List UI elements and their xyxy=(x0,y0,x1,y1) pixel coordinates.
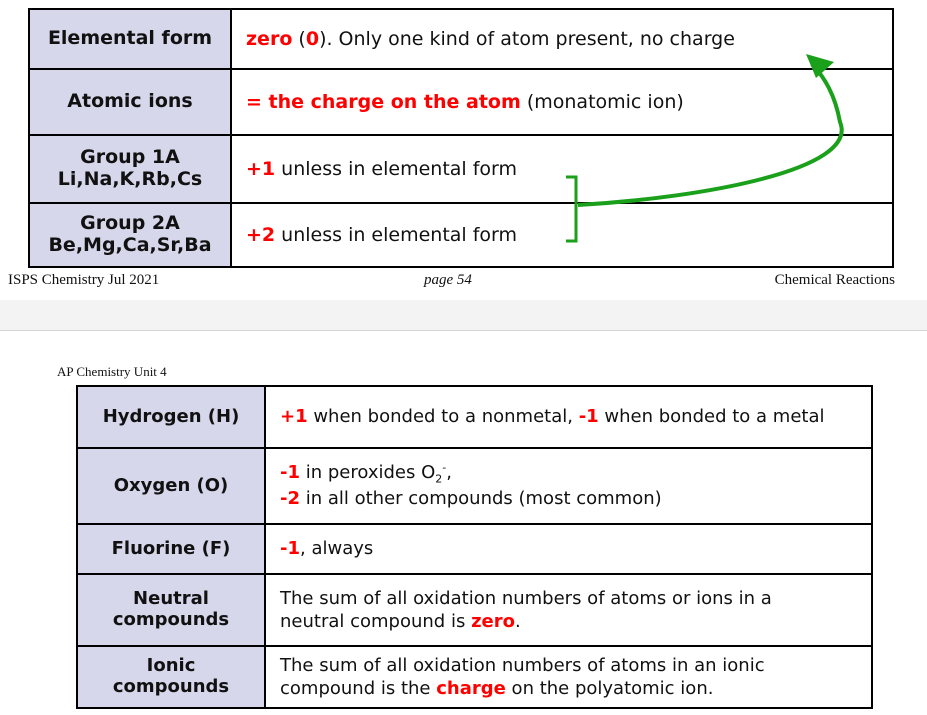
red-text: +1 xyxy=(246,158,276,180)
label-line: Be,Mg,Ca,Sr,Ba xyxy=(48,234,212,256)
row-text-part: unless in elemental form xyxy=(275,158,518,180)
page-header: AP Chemistry Unit 4 xyxy=(57,364,167,379)
row-label xyxy=(77,646,265,708)
label-line: Group 2A xyxy=(80,212,180,235)
row-label: Fluorine (F) xyxy=(77,524,265,574)
row-label: Oxygen (O) xyxy=(77,448,265,524)
footer-right: Chemical Reactions xyxy=(774,272,895,288)
red-text: charge xyxy=(436,678,506,699)
row-text-part: compound is the xyxy=(280,678,437,699)
label-line: compounds xyxy=(112,676,230,697)
label-line: Ionic xyxy=(146,655,196,677)
row-text-part: . xyxy=(515,611,521,632)
row-text-part: ( xyxy=(292,28,306,50)
label-line: Group 1A xyxy=(80,146,180,169)
text-line xyxy=(280,487,870,510)
row-text xyxy=(265,386,872,448)
text-line xyxy=(280,677,870,700)
row-text xyxy=(265,574,872,646)
table-row xyxy=(77,646,872,708)
text-line: The sum of all oxidation numbers of atoms or ions in a xyxy=(280,587,772,609)
text-line xyxy=(280,461,870,487)
red-text: -1 xyxy=(578,406,599,428)
green-bracket-arrow xyxy=(0,0,927,300)
red-text: -2 xyxy=(280,488,300,510)
oxidation-rules-table-bottom xyxy=(76,385,873,709)
table-row xyxy=(77,386,872,448)
row-label xyxy=(77,574,265,646)
row-text-part: when bonded to a metal xyxy=(598,406,825,428)
row-text-part: in peroxides O xyxy=(300,462,436,484)
row-text-part: neutral compound is xyxy=(280,611,472,632)
red-text: = the charge on the atom xyxy=(246,91,521,113)
row-label: Atomic ions xyxy=(29,69,231,135)
row-text xyxy=(265,448,872,524)
row-text-part: (monatomic ion) xyxy=(520,91,684,113)
table-row xyxy=(77,448,872,524)
row-text xyxy=(265,524,872,574)
red-text: -1 xyxy=(280,538,300,560)
subscript: 2 xyxy=(435,472,443,486)
bracket-line xyxy=(566,177,576,241)
row-text-part: on the polyatomic ion. xyxy=(505,678,714,699)
red-text: 0 xyxy=(305,28,320,50)
page-54 xyxy=(0,0,927,300)
red-text: zero xyxy=(471,611,515,632)
footer-page-number: page 54 xyxy=(424,272,472,288)
red-text: +1 xyxy=(280,406,308,428)
red-text: +2 xyxy=(246,224,276,246)
red-text: -1 xyxy=(280,462,300,484)
row-text-part: when bonded to a nonmetal, xyxy=(307,406,579,428)
superscript: - xyxy=(442,461,447,475)
row-text xyxy=(265,646,872,708)
label-line: compounds xyxy=(112,609,230,630)
arrowhead xyxy=(806,54,834,78)
row-text-part: unless in elemental form xyxy=(275,224,518,246)
label-line: Neutral xyxy=(133,588,209,610)
text-line xyxy=(280,610,870,633)
table-row xyxy=(77,574,872,646)
label-line: Li,Na,K,Rb,Cs xyxy=(57,168,203,190)
footer-left: ISPS Chemistry Jul 2021 xyxy=(8,272,160,288)
row-label: Elemental form xyxy=(29,9,231,69)
row-text-part: , xyxy=(446,462,452,484)
page-gap xyxy=(0,300,927,331)
row-text-part: , always xyxy=(300,538,374,560)
red-text: zero xyxy=(246,28,293,50)
row-text-part: in all other compounds (most common) xyxy=(300,488,662,510)
row-text-part: ). Only one kind of atom present, no charge xyxy=(319,28,735,50)
table-row xyxy=(77,524,872,574)
curved-arrow-line xyxy=(578,64,842,205)
text-line: The sum of all oxidation numbers of atoms in an ionic xyxy=(280,654,765,676)
row-label: Hydrogen (H) xyxy=(77,386,265,448)
